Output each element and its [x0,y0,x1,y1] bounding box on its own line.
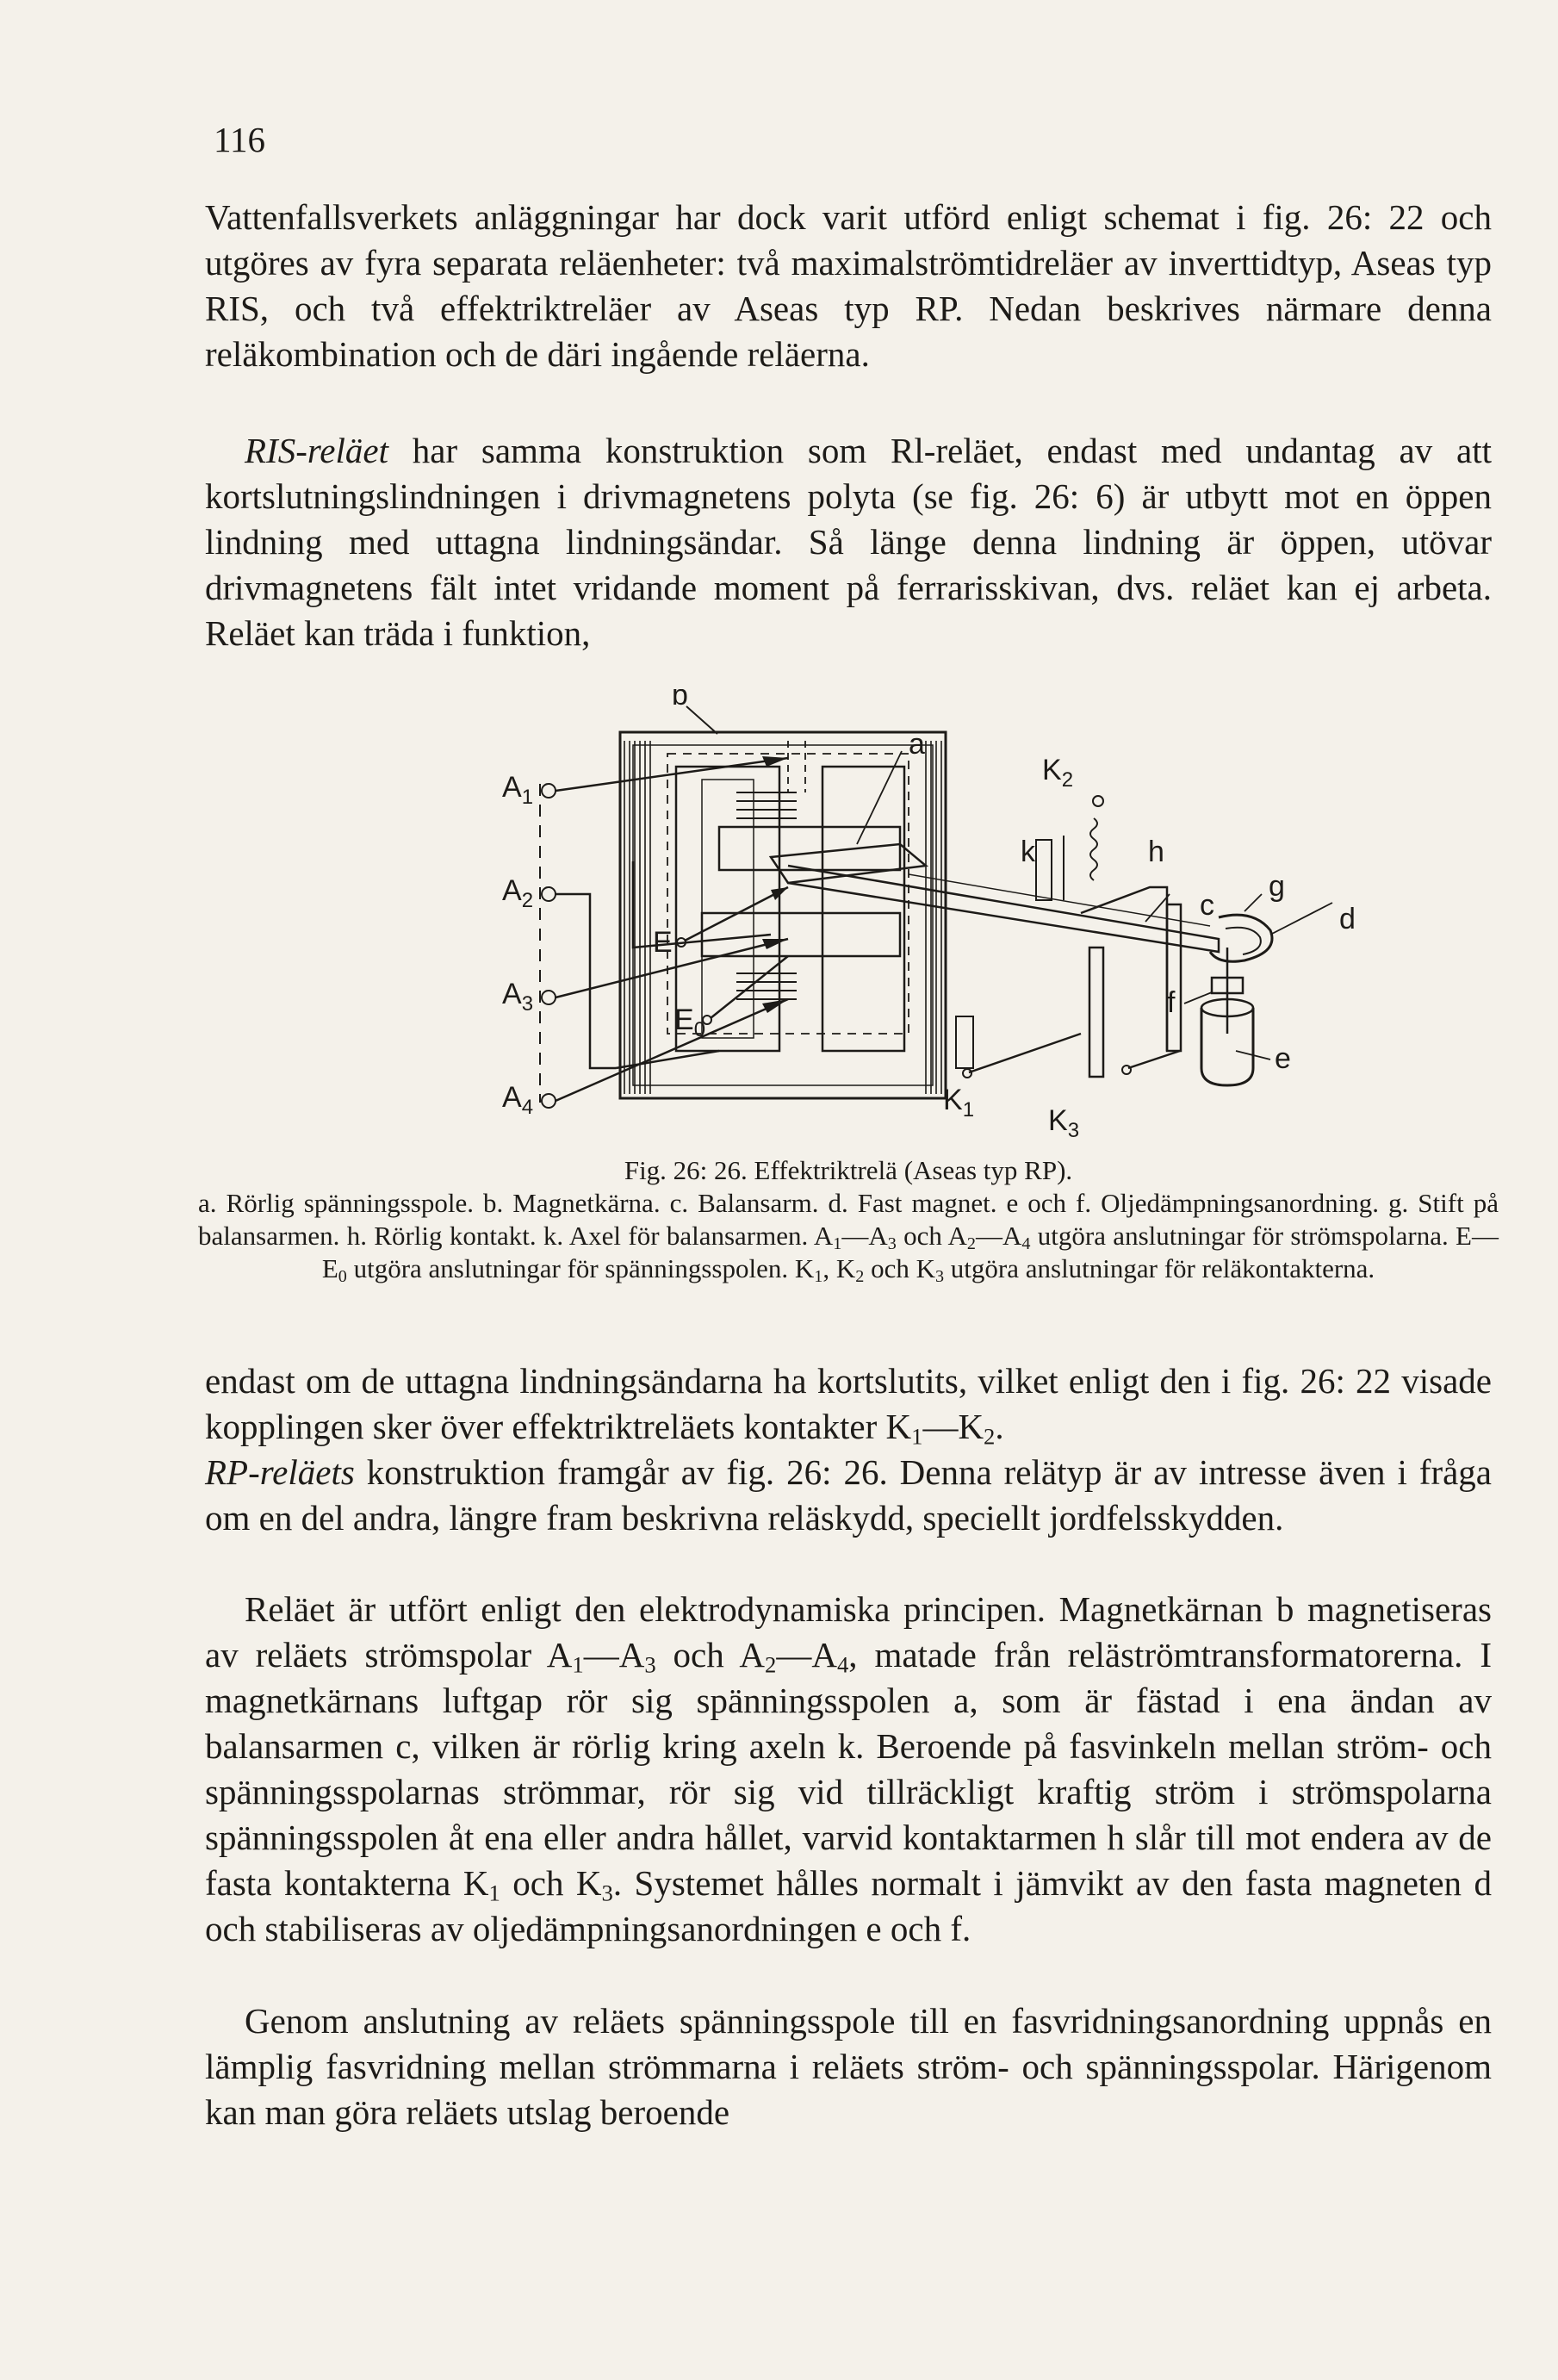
label-e: E [653,926,673,959]
label-a3: $A_3$ [502,978,534,1016]
page-number: 116 [214,120,265,159]
label-a1: $A_1$ [502,771,534,809]
label-c: c [1200,889,1214,922]
voltage-coil [771,844,926,883]
label-f: f [1167,986,1176,1019]
label-b: b [672,689,688,712]
figure-caption [198,1154,1499,1285]
core-hatching [624,741,941,1094]
label-e0: $E_0$ [674,1004,706,1041]
balance-arm [788,866,1219,952]
paragraph-2 [205,428,1492,656]
paragraph-3: endast om de uttagna lindningsändarna ha kortslutits, vilket enligt den i fig. 26: 22 visade kopplingen sker över effektriktreläets kontakter $K_1—K_2$. RP-reläets konstruktion framgår av fig. 26: 26. Denna relätyp är av intresse även i fråga om en del andra, längre fram beskrivna reläskydd, speciellt jordfelsskydden. [205,1361,1492,1538]
label-k1: $K_1$ [943,1084,975,1122]
paragraph-5: Genom anslutning av reläets spänningsspole till en fasvridningsanordning uppnås en lämplig fasvridning mellan strömmarna i reläets ström- och spänningsspolar. Härigenom kan man göra reläets utslag beroende [205,2001,1492,2132]
label-k2: $K_2$ [1042,754,1074,792]
rp-relay-term: RP-reläets [205,1452,355,1492]
label-k3: $K_3$ [1048,1104,1080,1142]
label-e-damper: e [1275,1042,1291,1075]
label-d: d [1339,903,1356,935]
label-h: h [1148,836,1164,868]
label-g: g [1269,870,1285,903]
label-a2: $A_2$ [502,874,534,912]
paragraph-4: Reläet är utfört enligt den elektrodynamiska principen. Magnetkärnan b magnetiseras av reläets strömspolar $A_1—A_3$ och $A_2—A_4$, matade från reläströmtransformatorerna. I magnetkärnans luftgap rör sig spänningsspolen a, som är fästad i ena ändan av balansarmen c, vilken är rörlig kring axeln k. Beroende på fasvinkeln mellan ström- och spänningsspolarnas strömmar, rör sig vid tillräckligt kraftig ström i strömspolarna spänningsspolen åt ena eller andra hållet, varvid kontaktarmen h slår till mot endera av de fasta kontakterna $K_1$ och $K_3$. Systemet hålles normalt i jämvikt av den fasta magneten d och stabiliseras av oljedämpningsanordningen e och f. [205,1589,1492,1948]
caption-title: Fig. 26: 26. Effektriktrelä (Aseas typ RP). [624,1155,1073,1185]
label-a: a [909,728,925,761]
label-k: k [1021,836,1035,868]
label-a4: $A_4$ [502,1081,534,1119]
ris-relay-term: RIS-reläet [245,431,388,470]
relay-diagram-svg [306,689,1400,1154]
relay-diagram [306,689,1400,1154]
magnet-core-outer [620,732,946,1098]
paragraph-2-text: har samma konstruktion som Rl-reläet, endast med undantag av att kortslutningslindningen i drivmagnetens polyta (se fig. 26: 6) är utbytt mot en öppen lindning med uttagna lindningsändar. Så länge denna lindning är öppen, utövar drivmagnetens fält intet vridande moment på ferrarisskivan, dvs. reläet kan ej arbeta. Reläet kan träda i funktion, [205,431,1492,653]
caption-text: a. Rörlig spänningsspole. b. Magnetkärna. c. Balansarm. d. Fast magnet. e och f. Oljedämpningsanordning. g. Stift på balansarmen. h. Rörlig kontakt. k. Axel för balansarmen. $A_1—A_3$ och $A_2—A_4$ utgöra anslutningar för strömspolarna. $E—E_0$ utgöra anslutningar för spänningsspolen. $K_1$, $K_2$ och $K_3$ utgöra anslutningar för reläkontakterna. [198,1188,1499,1287]
paragraph-1: Vattenfallsverkets anläggningar har dock varit utförd enligt schemat i fig. 26: 22 och utgöres av fyra separata reläenheter: två maximalströmtidreläer av inverttidtyp, Aseas typ RIS, och två effektriktreläer av Aseas typ RP. Nedan beskrives närmare denna reläkombination och de däri ingående reläerna. [205,197,1492,374]
